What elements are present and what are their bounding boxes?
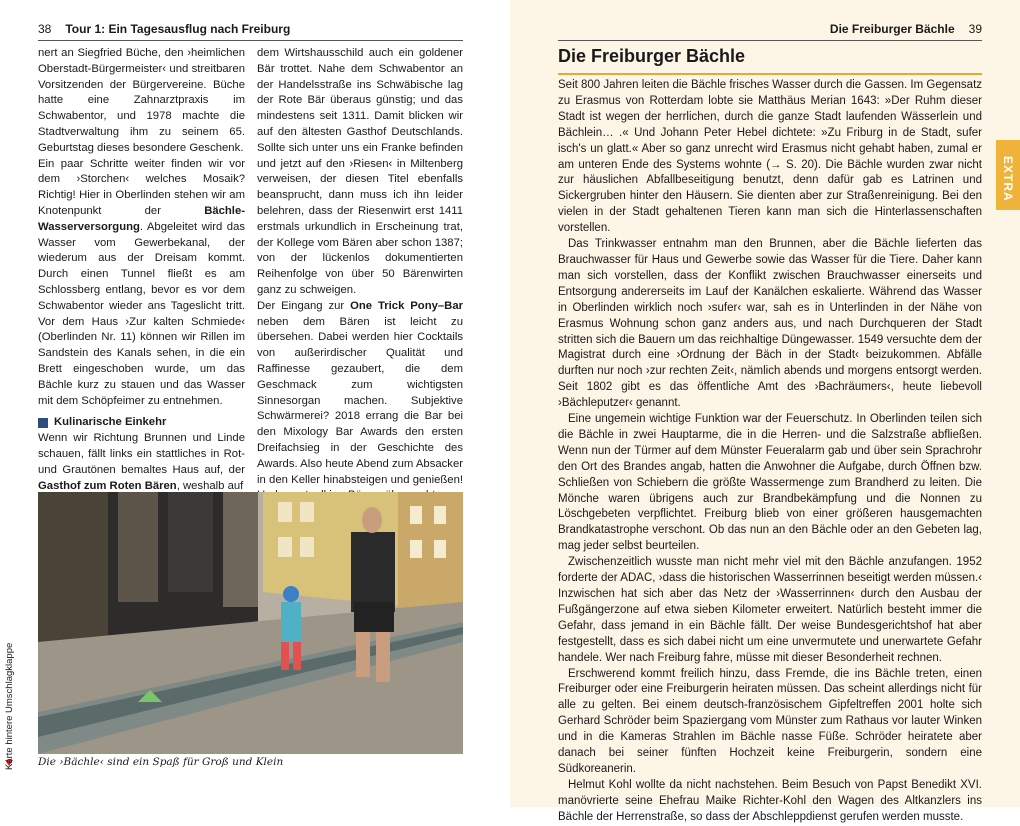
highlight-term: Bächle-Wasserversorgung [38,204,245,233]
photo-baechle [38,492,463,754]
paragraph: Seit 800 Jahren leiten die Bächle frisches Wasser durch die Gassen. Im Gegensatz zu Erasmus von Rotterdam lobte sie Matthäus Merian 1643: »Der Ruhm dieser Stadt ist wegen der herrlichen, durch die ganze Stadt laufenden Wässerlein und Bächlein… .« Und Johann Peter Hebel dichtete: »Zu Friburg in de Stadt, sufer isch's un glatt.« Aber so ganz unrecht wird Erasmus nicht gehabt haben, zumal er am unteren Ende des Systems wohnte (→ S. 20). Die Bächle wurden zwar nicht zur häuslichen Abfallbeseitigung benutzt, denn dafür gab es Latrinen und Sickergruben hinter den Häusern. Sie dienten aber zur Straßenreinigung. Bei den vielen in der Stadt gehaltenen Tieren kann man sich die Hinterlassenschaften vorstellen. [558,79,983,235]
highlight-term: One Trick Pony–Bar [350,299,463,312]
subheading: Kulinarische Einkehr [38,415,245,431]
left-running-head [38,22,463,41]
paragraph: Ein paar Schritte weiter finden wir vor dem ›Storchen‹ welches Mosaik? Richtig! Hier in Oberlinden stehen wir am Knotenpunkt der Bächle-Wasserversorgung. Abgeleitet wird das Wasser vom Gewerbekanal, der wiederum aus der Dreisam kommt. Durch einen Tunnel fließt es am Schlossberg entlang, bevor es vor dem Schwabentor wieder ans Tageslicht tritt. Vor dem Haus ›Zur kalten Schmiede‹ (Oberlinden Nr. 11) können wir Rillen im Sandstein des Kanals sehen, in die ein Brett eingeschoben wurde, um das Bächle kurz zu stauen und das Wasser mit dem Schöpfeimer zu entnehmen. [38,157,245,407]
right-chapter-title: Die Freiburger Bächle [829,22,955,36]
left-page-number: 38 [38,22,52,36]
paragraph: Zwischenzeitlich wusste man nicht mehr viel mit den Bächle anzufangen. 1952 forderte der ADAC, ›dass die historischen Wasserrinnen beseitigt werden müssen.‹ Inzwischen hat sich aber das Netz der ›Wasserrinnen‹ durch den Ausbau der Fußgängerzone auf etwa sieben Kilometer erweitert. Natürlich besteht immer die Gefahr, dass jemand in ein Bächle fällt. Der weise Bundesgerichtshof hat aber festgestellt, dass es sich dabei nicht um eine unvermutete und unerwartete Gefahr handele. Wer nach Freiburg fahre, müsse mit dieser Besonderheit rechnen. [558,556,982,664]
side-map-reference: Karte hintere Umschlagklappe [4,642,15,770]
right-running-head [558,22,982,41]
highlight-term: Gasthof zum Roten Bären [38,479,177,492]
left-chapter-title: Tour 1: Ein Tagesausflug nach Freiburg [65,22,291,36]
left-column-1 [38,46,245,494]
paragraph: Helmut Kohl wollte da nicht nachstehen. Beim Besuch von Papst Benedikt XVI. manövrierte seine Ehefrau Maike Richter-Kohl den Wagen des Altkanzlers ins Bächle der Herrenstraße, so dass der Abschleppdienst gerufen werden musste. [558,778,982,823]
right-page-number: 39 [968,22,982,36]
photo-caption: Die ›Bächle‹ sind ein Spaß für Groß und Klein [38,756,284,768]
left-column-2 [257,46,463,504]
extra-tab [996,140,1020,210]
paragraph: Erschwerend kommt freilich hinzu, dass Fremde, die ins Bächle treten, einen Freiburger oder eine Freiburgerin heiraten müssen. Das scheint allerdings nicht für alle zu gelten. Bei einem deutsch-französischem Gipfeltreffen 2001 holte sich Gerhard Schröder beim Spaziergang vom Münster zum Rathaus vor lauter Winken und in die Kameras Strahlen im Bächle nasse Füße. Schröder heiratete aber danach bei seiner fünften Hochzeit keine Freiburgerin, sondern eine Südkoreanerin. [558,667,982,775]
right-column [558,78,982,826]
paragraph: Das Trinkwasser entnahm man den Brunnen, aber die Bächle lieferten das Brauchwasser für Haus und Gewerbe sowie das Wasser für die Tiere. Daher kann man sich vorstellen, dass der Konflikt zwischen Brauchwasser einerseits und Entsorgung andererseits im Lauf der Kanälchen eskalierte. Während das Wasser in Oberlinden wirklich noch ›sufer‹ war, sah es in Unterlinden in der Nähe von Erasmus Wohnung schon ganz anders aus, und nach Durchqueren der Stadt stritten sich die Bauern um das reichhaltige Düngewasser. 1549 versuchte dem der Magistrat durch eine ›Ordnung der Bäch in der Stadt‹ beizukommen. Abfälle durften nur noch ›zur rechten Zeit‹, nämlich abends und morgens entsorgt werden. Seit 1802 gibt es das öffentliche Amt des ›Bachräumers‹, heute liebevoll ›Bächleputzer‹ genannt. [558,238,982,410]
paragraph: nert an Siegfried Büche, den ›heimlichen Oberstadt-Bürgermeister‹ und streitbaren Vorsitzenden der Bürgervereine. Büche hatte eine Zahnarztpraxis im Schwabentor, und 1978 machte die Stadtverwaltung ihm zu seinem 65. Geburtstag dieses besondere Geschenk. [38,47,245,154]
paragraph: Wenn wir Richtung Brunnen und Linde schauen, fällt links ein stattliches in Rot- und Grautönen bemaltes Haus auf, der Gasthof zum Roten Bären, weshalb auf [38,432,245,492]
paragraph: dem Wirtshausschild auch ein goldener Bär trottet. Nahe dem Schwabentor an der Handelsstraße ins Schwäbische lag der Rote Bär überaus günstig; und das mindestens seit 1311. Damit blicken wir auf den ältesten Gasthof Deutschlands. Sollte sich unter uns ein Franke befinden und jetzt auf den ›Riesen‹ in Miltenberg verweisen, der diesen Titel ebenfalls beansprucht, dann muss ich ihn leider belehren, dass der Riesenwirt erst 1411 erstmals urkundlich in Erscheinung trat, der Kollege vom Bären aber schon 1387; von der lückenlos dokumentierten Reihenfolge von über 50 Bärenwirten ganz zu schweigen. [257,47,463,296]
paragraph: Eine ungemein wichtige Funktion war der Feuerschutz. In Oberlinden teilen sich die Bächle in zwei Hauptarme, die in die Herren- und die Salzstraße abfließen. Wenn nun der Türmer auf dem Münster Feueralarm gab und über sein Sprachrohr den Ort des Brandes angab, hatten die Anwohner die Aufgabe, durch Öffnen bzw. Schließen von Schiebern die größte Wassermenge zum Brandherd zu leiten. Die Mönche waren übrigens auch zur Brandbekämpfung und die Nonnen zu Löschgebeten verpflichtet. Freiburg blieb von einer größeren hausgemachten Brandkatastrophe verschont. Ob das nun an den Bächle oder an den Gebeten lag, mag jeder selbst beurteilen. [558,413,982,553]
paragraph: Der Eingang zur One Trick Pony–Bar neben dem Bären ist leicht zu übersehen. Dabei werden hier Cocktails von außerirdischer Qualität und Raffinesse gezaubert, die dem Geschmack zum wichtigsten Sinnesorgan machen. Subjektive Schwärmerei? 2018 errang die Bar bei den Mixology Bar Awards den ersten Dreifachsieg in der Geschichte des Awards. Also heute Abend zum Absacker in den Keller hinabsteigen und genießen! [257,299,463,486]
box-title: Die Freiburger Bächle [558,46,982,75]
extra-tab-label: EXTRA [1001,156,1015,202]
square-bullet-icon [38,418,48,428]
